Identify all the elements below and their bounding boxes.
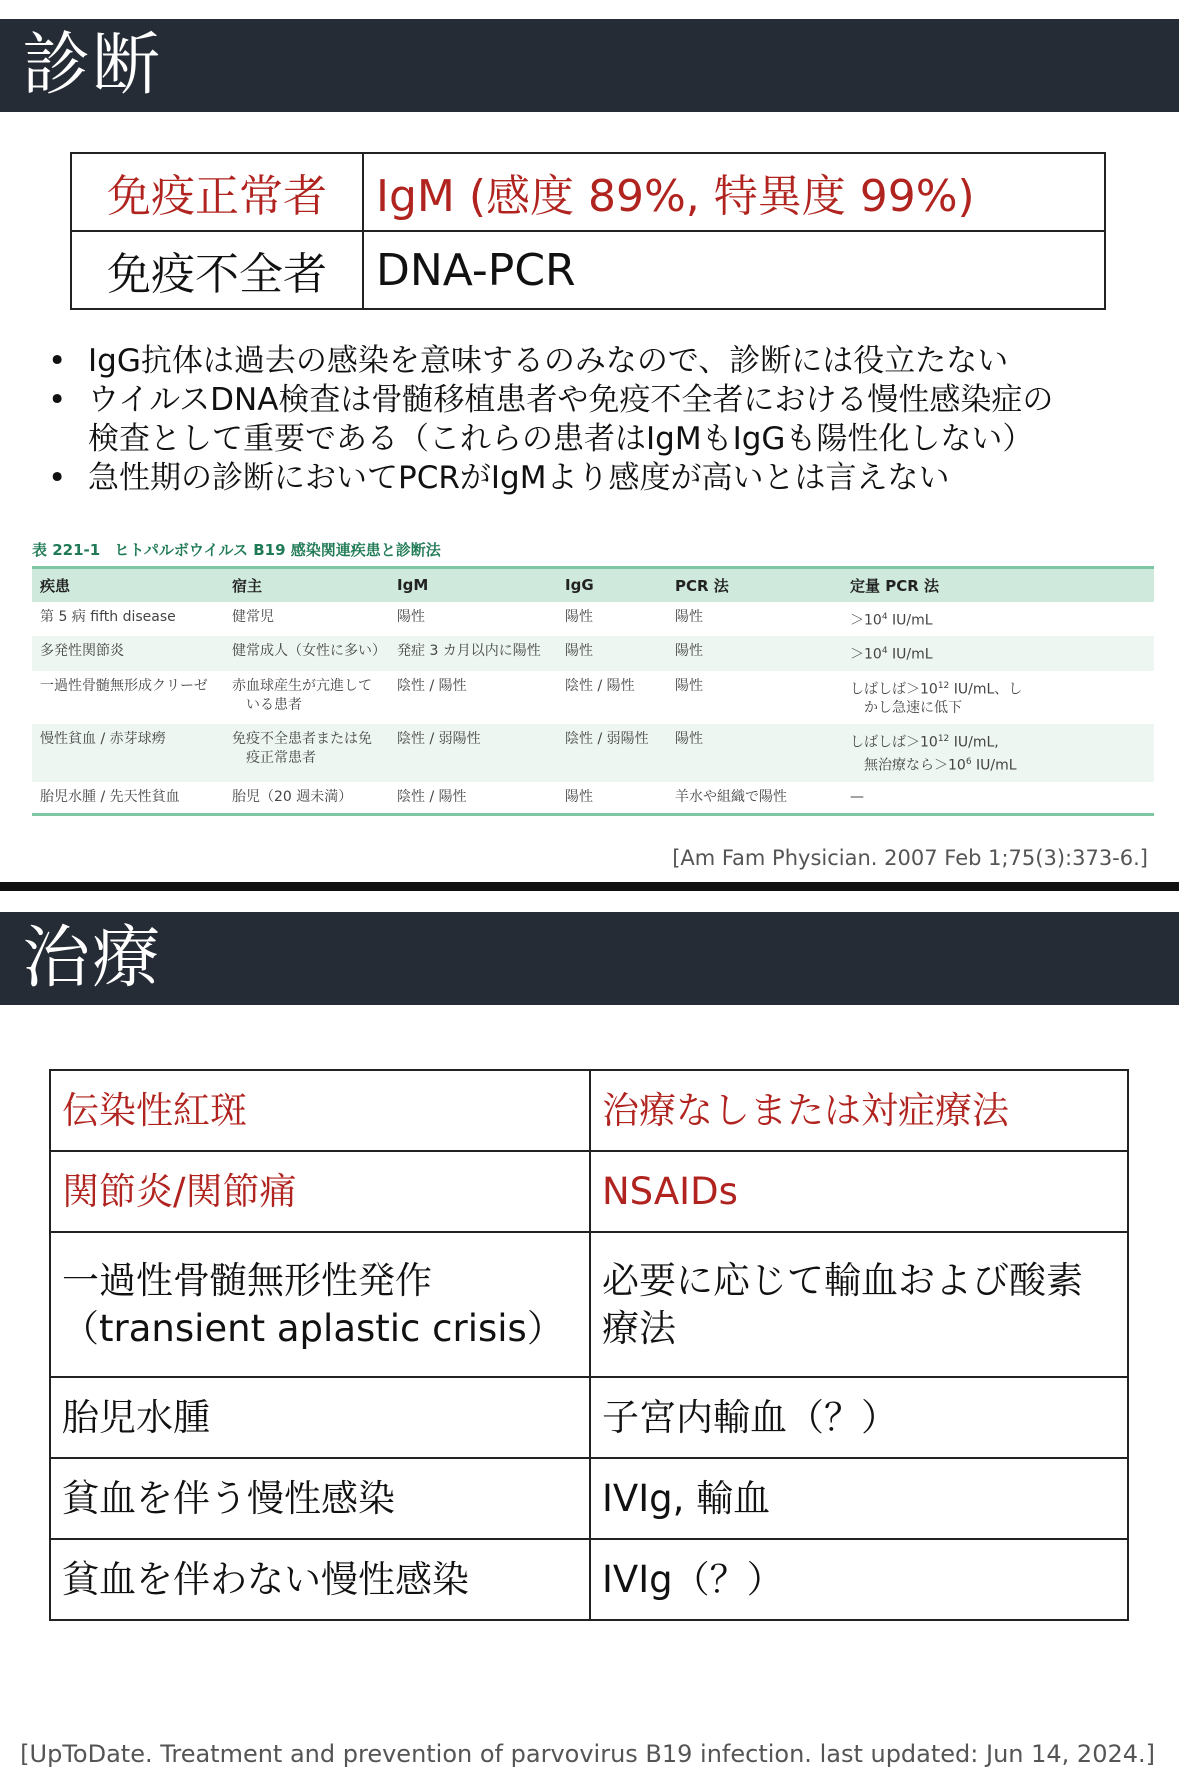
treatment-table-row	[50, 1458, 1128, 1539]
treatment-cell	[590, 1458, 1128, 1539]
treatment-citation: [UpToDate. Treatment and prevention of parvovirus B19 infection. last updated: Jun 14, 2024.]	[20, 1740, 1155, 1768]
bullet-line: ウイルスDNA検査は骨髄移植患者や免疫不全者における慢性感染症の	[88, 382, 1054, 418]
treatment-table-row	[50, 1232, 1128, 1377]
qpcr-line	[850, 642, 1146, 665]
igg-cell: 陰性 / 弱陽性	[557, 724, 667, 781]
diagnosis-bullet-list	[48, 342, 1168, 498]
condition-cell	[50, 1377, 590, 1458]
treatment-table-row	[50, 1377, 1128, 1458]
quantitative-pcr-cell	[842, 782, 1154, 815]
treatment-line: 治療なしまたは対症療法	[602, 1088, 1009, 1132]
condition-line: 貧血を伴う慢性感染	[62, 1476, 395, 1520]
treatment-line: 必要に応じて輸血および酸素	[602, 1258, 1083, 1302]
qpcr-unit: IU/mL	[971, 757, 1017, 774]
bullet-marker: •	[48, 382, 67, 418]
treatment-line: NSAIDs	[602, 1169, 738, 1213]
bullet-item	[48, 342, 1168, 381]
host-line: 疫正常患者	[246, 750, 316, 767]
reference-column-header: 定量 PCR 法	[842, 568, 1154, 602]
reference-table-row	[32, 671, 1154, 725]
treatment-cell	[590, 1151, 1128, 1232]
condition-cell	[50, 1232, 590, 1377]
qpcr-unit: IU/mL	[887, 612, 933, 629]
bullet-line: IgG抗体は過去の感染を意味するのみなので、診断には役立たない	[88, 343, 1009, 379]
igg-cell: 陽性	[565, 608, 593, 625]
qpcr-exponent: 4	[881, 611, 888, 622]
disease-cell: 慢性貧血 / 赤芽球癆	[32, 724, 224, 781]
reference-table	[32, 566, 1154, 816]
host-cell	[224, 636, 389, 671]
pcr-cell: 陽性	[675, 677, 703, 694]
treatment-line: 子宮内輸血（？）	[602, 1395, 898, 1439]
diagnosis-table	[70, 152, 1106, 310]
diagnosis-citation: [Am Fam Physician. 2007 Feb 1;75(3):373-6.]	[672, 846, 1148, 870]
host-line: 免疫不全患者または免	[232, 731, 372, 748]
quantitative-pcr-cell	[842, 671, 1154, 725]
reference-column-header: 宿主	[224, 568, 389, 602]
host-line: 赤血球産生が亢進して	[232, 677, 372, 694]
reference-table-row	[32, 602, 1154, 637]
treatment-cell	[590, 1539, 1128, 1620]
quantitative-pcr-cell	[842, 602, 1154, 637]
igg-cell: 陰性 / 陽性	[565, 677, 635, 694]
condition-line: 貧血を伴わない慢性感染	[62, 1557, 469, 1601]
condition-line: 一過性骨髄無形性発作	[62, 1258, 432, 1302]
diagnosis-table-row	[71, 231, 1105, 309]
igg-cell: 陽性	[565, 788, 593, 805]
igm-cell: 陽性	[397, 608, 425, 625]
qpcr-exponent: 12	[937, 734, 950, 745]
host-line: 健常児	[232, 608, 274, 625]
bullet-item	[48, 459, 1168, 498]
igm-cell: 陰性 / 弱陽性	[389, 724, 557, 781]
reference-table-row	[32, 636, 1154, 671]
reference-table-row	[32, 724, 1154, 781]
qpcr-text: —	[850, 788, 864, 805]
pcr-cell: 羊水や組織で陽性	[675, 788, 787, 805]
treatment-table	[49, 1069, 1129, 1621]
reference-column-header: 疾患	[32, 568, 224, 602]
bullet-item	[48, 381, 1168, 459]
qpcr-exponent: 6	[965, 757, 972, 768]
diagnosis-heading: 診断	[0, 19, 1179, 112]
host-line: いる患者	[246, 696, 302, 713]
condition-line: 胎児水腫	[62, 1395, 210, 1439]
qpcr-line	[850, 699, 1146, 718]
patient-group-cell: 免疫正常者	[71, 153, 363, 231]
treatment-cell	[590, 1377, 1128, 1458]
qpcr-exponent: 12	[937, 680, 950, 691]
qpcr-line	[850, 788, 1146, 807]
condition-line: 関節炎/関節痛	[62, 1169, 297, 1213]
pcr-cell: 陽性	[667, 636, 842, 671]
disease-cell: 胎児水腫 / 先天性貧血	[40, 788, 180, 805]
condition-line: （transient aplastic crisis）	[62, 1306, 564, 1350]
condition-cell	[50, 1539, 590, 1620]
reference-column-header: IgG	[557, 568, 667, 602]
reference-table-number: 表 221-1	[32, 541, 101, 559]
reference-table-row	[32, 782, 1154, 815]
qpcr-text: しばしば＞10	[850, 681, 938, 698]
qpcr-unit: IU/mL、し	[949, 681, 1023, 698]
host-line: 健常成人（女性に多い）	[232, 643, 386, 660]
igm-cell: 陰性 / 陽性	[397, 788, 467, 805]
bullet-line: 急性期の診断においてPCRがIgMより感度が高いとは言えない	[88, 460, 950, 496]
treatment-table-row	[50, 1539, 1128, 1620]
host-cell	[224, 671, 389, 725]
qpcr-text: かし急速に低下	[864, 700, 962, 717]
pcr-cell: 陽性	[675, 608, 703, 625]
condition-cell	[50, 1070, 590, 1151]
treatment-line: 療法	[602, 1306, 676, 1350]
treatment-table-row	[50, 1151, 1128, 1232]
diagnosis-table-row	[71, 153, 1105, 231]
qpcr-text: 無治療なら＞10	[864, 757, 966, 774]
treatment-table-row	[50, 1070, 1128, 1151]
treatment-cell	[590, 1070, 1128, 1151]
qpcr-line	[850, 608, 1146, 631]
quantitative-pcr-cell	[842, 636, 1154, 671]
condition-cell	[50, 1151, 590, 1232]
igm-cell: 発症 3 カ月以内に陽性	[389, 636, 557, 671]
host-cell	[224, 782, 389, 815]
disease-cell: 第 5 病 fifth disease	[40, 608, 176, 625]
qpcr-unit: IU/mL	[887, 646, 933, 663]
igg-cell: 陽性	[557, 636, 667, 671]
condition-cell	[50, 1458, 590, 1539]
treatment-cell	[590, 1232, 1128, 1377]
reference-column-header: IgM	[389, 568, 557, 602]
pcr-cell: 陽性	[667, 724, 842, 781]
bullet-marker: •	[48, 460, 67, 496]
disease-cell: 一過性骨髄無形成クリーゼ	[40, 677, 208, 694]
diagnostic-test-cell: IgM (感度 89%, 特異度 99%)	[363, 153, 1105, 231]
qpcr-text: ＞10	[850, 646, 882, 663]
host-line: 胎児（20 週未満）	[232, 788, 353, 805]
reference-table-title	[32, 539, 441, 560]
condition-line: 伝染性紅斑	[62, 1088, 247, 1132]
qpcr-unit: IU/mL,	[949, 735, 999, 752]
treatment-heading: 治療	[0, 912, 1179, 1005]
treatment-line: IVIg, 輸血	[602, 1476, 771, 1520]
igm-cell: 陰性 / 陽性	[397, 677, 467, 694]
qpcr-exponent: 4	[881, 646, 888, 657]
host-cell	[224, 724, 389, 781]
host-cell	[224, 602, 389, 637]
treatment-line: IVIg（？）	[602, 1557, 784, 1601]
qpcr-line	[850, 753, 1146, 776]
reference-column-header: PCR 法	[667, 568, 842, 602]
qpcr-text: ＞10	[850, 612, 882, 629]
diagnostic-test-cell: DNA-PCR	[363, 231, 1105, 309]
disease-cell: 多発性関節炎	[32, 636, 224, 671]
qpcr-line	[850, 730, 1146, 753]
qpcr-text: しばしば＞10	[850, 735, 938, 752]
reference-table-caption: ヒトパルボウイルス B19 感染関連疾患と診断法	[114, 541, 441, 559]
section-divider	[0, 882, 1179, 891]
patient-group-cell: 免疫不全者	[71, 231, 363, 309]
qpcr-line	[850, 677, 1146, 700]
bullet-line: 検査として重要である（これらの患者はIgMもIgGも陽性化しない）	[88, 421, 1034, 457]
bullet-marker: •	[48, 343, 67, 379]
quantitative-pcr-cell	[842, 724, 1154, 781]
